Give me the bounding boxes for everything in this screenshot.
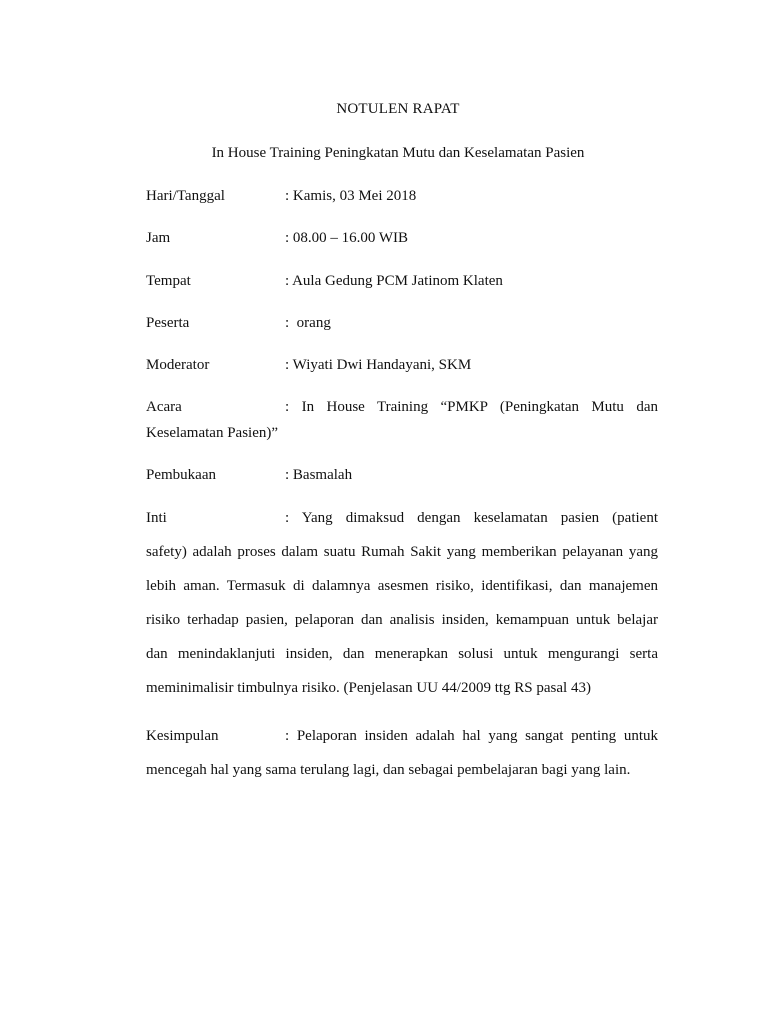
inti-line: risiko terhadap pasien, pelaporan dan analisis insiden, kemampuan untuk belajar (146, 612, 658, 628)
field-value: : In House Training “PMKP (Peningkatan Mutu dan (285, 399, 658, 415)
field-label: Pembukaan (146, 467, 216, 483)
field-value: : Basmalah (285, 467, 353, 483)
kesimpulan-line: mencegah hal yang sama terulang lagi, dan sebagai pembelajaran bagi yang lain. (146, 762, 631, 778)
inti-first-line (146, 508, 658, 528)
field-label: Acara (146, 399, 182, 415)
inti-line: meminimalisir timbulnya risiko. (Penjelasan UU 44/2009 ttg RS pasal 43) (146, 680, 591, 696)
field-value: : Yang dimaksud dengan keselamatan pasien (patient (285, 510, 658, 526)
inti-line: dan menindaklanjuti insiden, dan menerapkan solusi untuk mengurangi serta (146, 646, 658, 662)
inti-line: safety) adalah proses dalam suatu Rumah Sakit yang memberikan pelayanan yang (146, 544, 658, 560)
field-label: Kesimpulan (146, 728, 219, 744)
field-value: : 08.00 – 16.00 WIB (285, 230, 409, 246)
acara-continuation: Keselamatan Pasien)” (146, 425, 279, 441)
kesimpulan-first-line (146, 726, 658, 746)
field-label: Moderator (146, 357, 210, 373)
field-value: : Wiyati Dwi Handayani, SKM (285, 357, 472, 373)
field-value: : Pelaporan insiden adalah hal yang sangat penting untuk (285, 728, 658, 744)
field-kesimpulan (146, 726, 658, 780)
field-acara (146, 397, 658, 443)
field-value: : Aula Gedung PCM Jatinom Klaten (285, 273, 503, 289)
field-label: Jam (146, 230, 171, 246)
field-label: Inti (146, 510, 167, 526)
inti-line: lebih aman. Termasuk di dalamnya asesmen risiko, identifikasi, dan manajemen (146, 578, 658, 594)
field-label: Tempat (146, 273, 191, 289)
document-subtitle: In House Training Peningkatan Mutu dan Keselamatan Pasien (211, 145, 585, 161)
field-label: Hari/Tanggal (146, 188, 225, 204)
field-inti (146, 508, 658, 698)
field-value: : Kamis, 03 Mei 2018 (285, 188, 417, 204)
field-value: : orang (285, 315, 331, 331)
field-label: Peserta (146, 315, 190, 331)
document-title: NOTULEN RAPAT (336, 101, 460, 117)
acara-first-line (146, 397, 658, 417)
